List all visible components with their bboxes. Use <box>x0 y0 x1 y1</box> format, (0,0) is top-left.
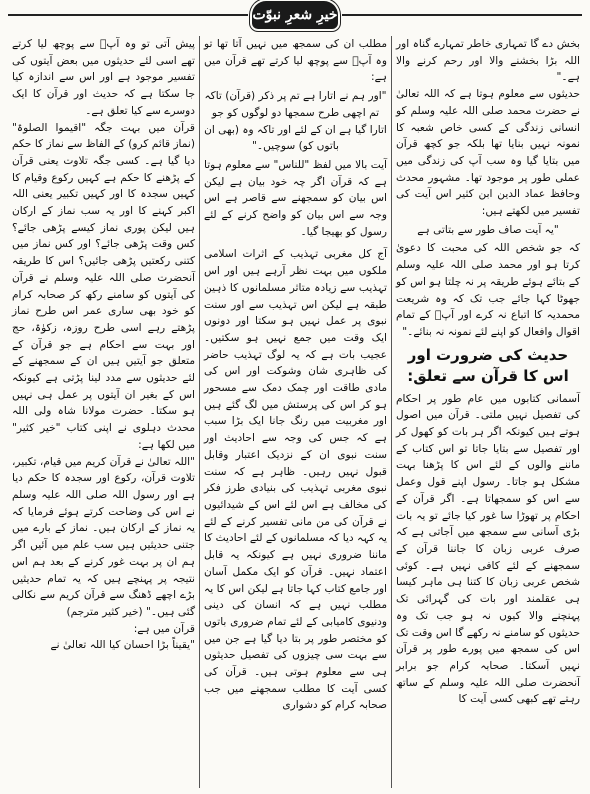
paragraph: آج کل مغربی تہذیب کے اثرات اسلامی ملکوں میں بہت نظر آرہے ہیں اور اس تہذیب سے زیادہ متاثر مسلمانوں کا ذہین طبقہ ہے لیکن اس تہذیب سے اور سنت نبوی پر عمل نہیں ہو سکتا اور دونوں ایک وقت میں جمع نہیں ہو سکتیں۔ عجیب بات ہے کہ یہ لوگ تہذیب حاضر کی ظاہری شان وشوکت اور اس کی مادی طاقت اور چمک دمک سے مسحور ہو کر اس کی پرستش میں لگ گئے ہیں اور مغربیت میں رنگ جانا ایک بڑا سبب ہے کہ جس کی وجہ سے احادیث اور سنت نبوی ان کے نزدیک اعتبار وقابل قبول نہیں رہیں۔ ظاہر ہے کہ سنت نبوی مغربی تہذیب کی بنیادی طرز فکر کی مخالف ہے اس لئے اس کے شیدائیوں نے قرآن کی من مانی تفسیر کرنے کے لئے یہ کہہ دیا کہ مسلمانوں کے لئے احادیث کا ماننا ضروری نہیں ہے کیونکہ یہ قابل اعتماد نہیں۔ قرآن کو ایک مکمل آسان اور جامع کتاب کہا جاتا ہے لیکن اس کا یہ مطلب نہیں ہے کہ انسان کی دینی ودنیوی کامیابی کے لئے تمام ضروری باتوں کو مختصر طور پر بتا دیا گیا ہے جن میں سے بہت سی چیزوں کی تفصیل حدیثوں ہی سے معلوم ہوتی ہیں۔ قرآن کی کسی آیت کا مطلب سمجھنے میں جب صحابہ کرام کو دشواری <box>204 248 387 712</box>
column-middle <box>200 36 392 788</box>
paragraph: پیش آتی تو وہ آپؐ سے پوچھ لیا کرتے تھے اسی لئے حدیثوں میں بعض آیتوں کی تفسیر موجود ہے اور اس سے اندازہ کیا جا سکتا ہے کہ حدیث اور قرآن کا ایک دوسرے سے کیا تعلق ہے۔ <box>12 38 195 117</box>
header-rule-left <box>8 14 248 16</box>
paragraph: حدیثوں سے معلوم ہوتا ہے کہ اللہ تعالیٰ نے حضرت محمد صلی اللہ علیہ وسلم کو انسانی زندگی کے کسی خاص شعبہ کا نمونہ نہیں بنایا تھا بلکہ جو کچھ قرآن میں بتایا گیا وہ سب آپ کی زندگی میں عملی طور پر موجود تھا۔ مشہور محدث وحافظ عماد الدین ابن کثیر اس آیت کی تفسیر میں لکھتے ہیں: <box>396 88 580 218</box>
paragraph: قرآن میں ہے: <box>133 622 195 635</box>
magazine-logo: خیرِ شعرِ نبوّت <box>252 1 338 29</box>
paragraph: بخش دے گا تمہاری خاطر تمہارے گناہ اور اللہ بڑا بخشنے والا اور رحم کرنے والا ہے۔" <box>396 38 580 84</box>
paragraph: آیت بالا میں لفظ "للناس" سے معلوم ہوتا ہے کہ قرآن اگر چہ خود بیان ہے لیکن اس بیان کو سمجھنے سے قاصر ہے اس وجہ سے اس بیان کو واضح کرنے کے لئے رسول کو بھیجا گیا۔ <box>204 158 387 238</box>
section-heading: حدیث کی ضرورت اور اس کا قرآن سے تعلق: <box>407 345 569 385</box>
column-left <box>8 36 200 788</box>
quote: "اور ہم نے اتارا ہے تم پر ذکر (قرآن) تاکہ تم اچھی طرح سمجھا دو لوگوں کو جو اتارا گیا ہے ان کے لئے اور تاکہ وہ (بھی ان باتوں کو) سوچیں۔" <box>204 90 387 153</box>
header-rule-right <box>342 14 582 16</box>
paragraph: قرآن میں بہت جگہ "اقیموا الصلوۃ" (نماز قائم کرو) کے الفاظ سے نماز کا حکم دیا گیا ہے۔ کسی جگہ تلاوت یعنی قرآن کے پڑھنے کا حکم ہے کہیں رکوع وقیام کا کہیں سجدہ کا اور کہیں تکبیر یعنی اللہ اکبر کہنے کا اور یہ سب نماز کے ارکان ہیں لیکن پوری نماز کیسے پڑھی جائے؟ کس وقت پڑھی جائے؟ اور کس نماز میں کتنی رکعتیں پڑھی جائیں؟ اس کا طریقہ آنحضرت صلی اللہ علیہ وسلم نے قرآن کی آیتوں کو سامنے رکھ کر صحابہ کرام کو خود بھی ساری عمر اس طرح نماز پڑھتے رہے اسی طرح روزہ، زکوٰۃ، حج اور بہت سے احکام ہے جو قرآن کے متعلق جو آیتیں ہیں ان کے سمجھنے کے لئے حدیثوں سے مدد لینا پڑتی ہے کیونکہ اس کے بغیر ان آیتوں پر عمل ہی نہیں ہو سکتا۔ حضرت مولانا شاہ ولی اللہ محدث دہلوی نے اپنی کتاب "خیر کثیر" میں لکھا ہے: <box>12 121 195 451</box>
paragraph: کہ جو شخص اللہ کی محبت کا دعویٰ کرتا ہو اور محمد صلی اللہ علیہ وسلم کے بتائے ہوئے طریقہ پر نہ چلتا ہو اس کو جھوٹا کہا جائے جب تک کہ وہ شریعت محمدیہ کا اتباع نہ کرے اور آپؐ کے تمام اقوال وافعال کو اپنے لئے نمونہ نہ بنائے۔" <box>396 242 580 338</box>
article-columns <box>6 36 584 788</box>
paragraph: "یقیناً بڑا احسان کیا اللہ تعالیٰ نے <box>50 639 195 652</box>
paragraph: مطلب ان کی سمجھ میں نہیں آتا تھا تو وہ آپؐ سے پوچھ لیا کرتے تھے قرآن میں ہے: <box>204 38 387 84</box>
column-right <box>392 36 584 788</box>
quote: "یہ آیت صاف طور سے بتاتی ہے <box>417 223 559 236</box>
page-header <box>0 0 590 34</box>
paragraph: "اللہ تعالیٰ نے قرآن کریم میں قیام، تکبیر، تلاوت قرآن، رکوع اور سجدہ کا حکم دیا ہے اور رسول اللہ صلی اللہ علیہ وسلم نے اس کی وضاحت کرتے ہوئے فرمایا کہ یہ نماز کے ارکان ہیں۔ نماز کے بارے میں جتنی حدیثیں ہیں سب علم میں آئیں اگر ہم ان پر بہت غور کرنے کے بعد ہم اس نتیجہ پر پہنچے ہیں کہ یہ تمام حدیثیں بڑے اچھے ڈھنگ سے قرآن کریم سے نکالی گئی ہیں۔" (خیر کثیر مترجم) <box>12 455 195 618</box>
paragraph: آسمانی کتابوں میں عام طور پر احکام کی تفصیل نہیں ملتی۔ قرآن میں اصول ہوتے ہیں کیونکہ اگر ہر بات کو کھول کر اور تفصیل سے بتایا جاتا تو اس کتاب کے ماننے والوں کے لئے اس کا پڑھنا بہت مشکل ہو جاتا۔ رسول اپنے قول وعمل سے اس کو سمجھاتا ہے۔ اگر قرآن کے احکام پر تھوڑا سا غور کیا جائے تو یہ بات بڑی آسانی سے سمجھ میں آجاتی ہے کہ صرف عربی زبان کا جاننا قرآن کے سمجھنے کے لئے کافی نہیں ہے۔ کوئی شخص عربی زبان کا کتنا ہی ماہر کیسا ہی عقلمند اور بات کی گہرائی تک پہنچنے والا کیوں نہ ہو جب تک وہ حدیثوں کو سامنے نہ رکھے گا اس وقت تک اس کی سمجھ میں پورے طور پر قرآن نہیں آسکتا۔ صحابہ کرام جو برابر آنحضرت صلی اللہ علیہ وسلم کے ساتھ رہتے تھے کبھی کسی آیت کا <box>396 392 580 706</box>
